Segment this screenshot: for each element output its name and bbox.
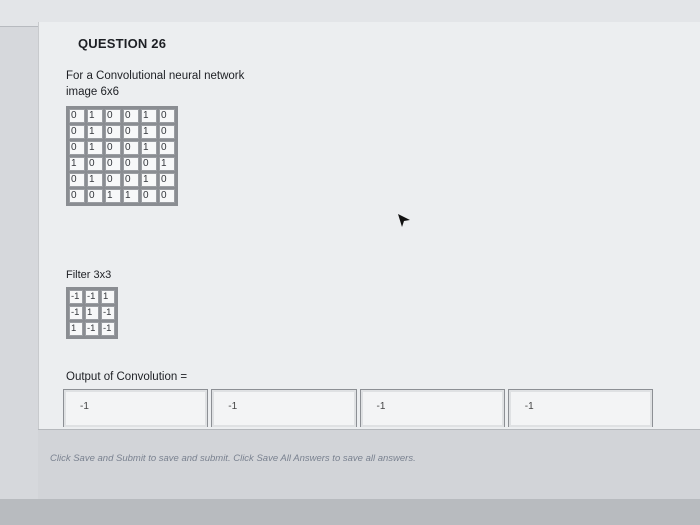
matrix-cell: 1 [87,125,103,139]
question-title: QUESTION 26 [78,36,167,51]
question-line-1: For a Convolutional neural network [66,70,245,82]
filter-label: Filter 3x3 [66,269,112,281]
matrix-cell: 1 [87,173,103,187]
output-label: Output of Convolution = [66,371,188,383]
matrix-cell: 1 [87,109,103,123]
matrix-cell: 0 [159,189,175,203]
matrix-cell: -1 [101,306,115,320]
answer-field-2[interactable]: -1 [211,389,356,427]
matrix-cell: 0 [105,125,121,139]
matrix-cell: 0 [105,173,121,187]
matrix-cell: -1 [85,322,99,336]
matrix-cell: 1 [69,322,83,336]
image-matrix-row [69,141,175,155]
matrix-cell: 0 [105,109,121,123]
matrix-cell: 0 [69,141,85,155]
answer-field-3[interactable]: -1 [360,389,505,427]
matrix-cell: 1 [105,189,121,203]
matrix-cell: 1 [101,290,115,304]
matrix-cell: 0 [69,109,85,123]
footer-instruction: Click Save and Submit to save and submit. Click Save All Answers to save all answers. [50,453,416,464]
image-matrix-row [69,125,175,139]
matrix-cell: 0 [123,109,139,123]
matrix-cell: 0 [123,157,139,171]
matrix-cell: 1 [141,173,157,187]
matrix-cell: 0 [69,189,85,203]
image-matrix-row [69,157,175,171]
answer-fields [63,389,653,427]
image-matrix-row [69,109,175,123]
matrix-cell: 0 [123,141,139,155]
matrix-cell: 0 [123,125,139,139]
image-matrix [66,106,178,206]
matrix-cell: 1 [141,141,157,155]
screen-bottom-bezel [0,499,700,525]
matrix-cell: 1 [141,125,157,139]
matrix-cell: 0 [87,157,103,171]
matrix-cell: 0 [159,173,175,187]
matrix-cell: 1 [85,306,99,320]
mouse-pointer-icon [398,214,412,230]
matrix-cell: 0 [87,189,103,203]
matrix-cell: 1 [69,157,85,171]
matrix-cell: 0 [141,157,157,171]
question-line-2: image 6x6 [66,86,120,98]
matrix-cell: 0 [123,173,139,187]
matrix-cell: 0 [159,141,175,155]
question-text [66,68,244,100]
matrix-cell: 1 [87,141,103,155]
matrix-cell: 0 [69,125,85,139]
matrix-cell: 0 [141,189,157,203]
matrix-cell: 0 [159,125,175,139]
matrix-cell: -1 [85,290,99,304]
filter-matrix-row [69,322,115,336]
matrix-cell: 0 [105,157,121,171]
filter-matrix [66,287,118,339]
filter-matrix-row [69,306,115,320]
answer-field-1[interactable]: -1 [63,389,208,427]
answer-field-4[interactable]: -1 [508,389,653,427]
image-matrix-row [69,173,175,187]
image-matrix-row [69,189,175,203]
matrix-cell: -1 [101,322,115,336]
matrix-cell: 0 [159,109,175,123]
matrix-cell: 1 [123,189,139,203]
filter-matrix-row [69,290,115,304]
matrix-cell: -1 [69,306,83,320]
matrix-cell: 1 [159,157,175,171]
matrix-cell: 0 [69,173,85,187]
matrix-cell: 1 [141,109,157,123]
matrix-cell: 0 [105,141,121,155]
footer-bar [38,429,700,500]
matrix-cell: -1 [69,290,83,304]
